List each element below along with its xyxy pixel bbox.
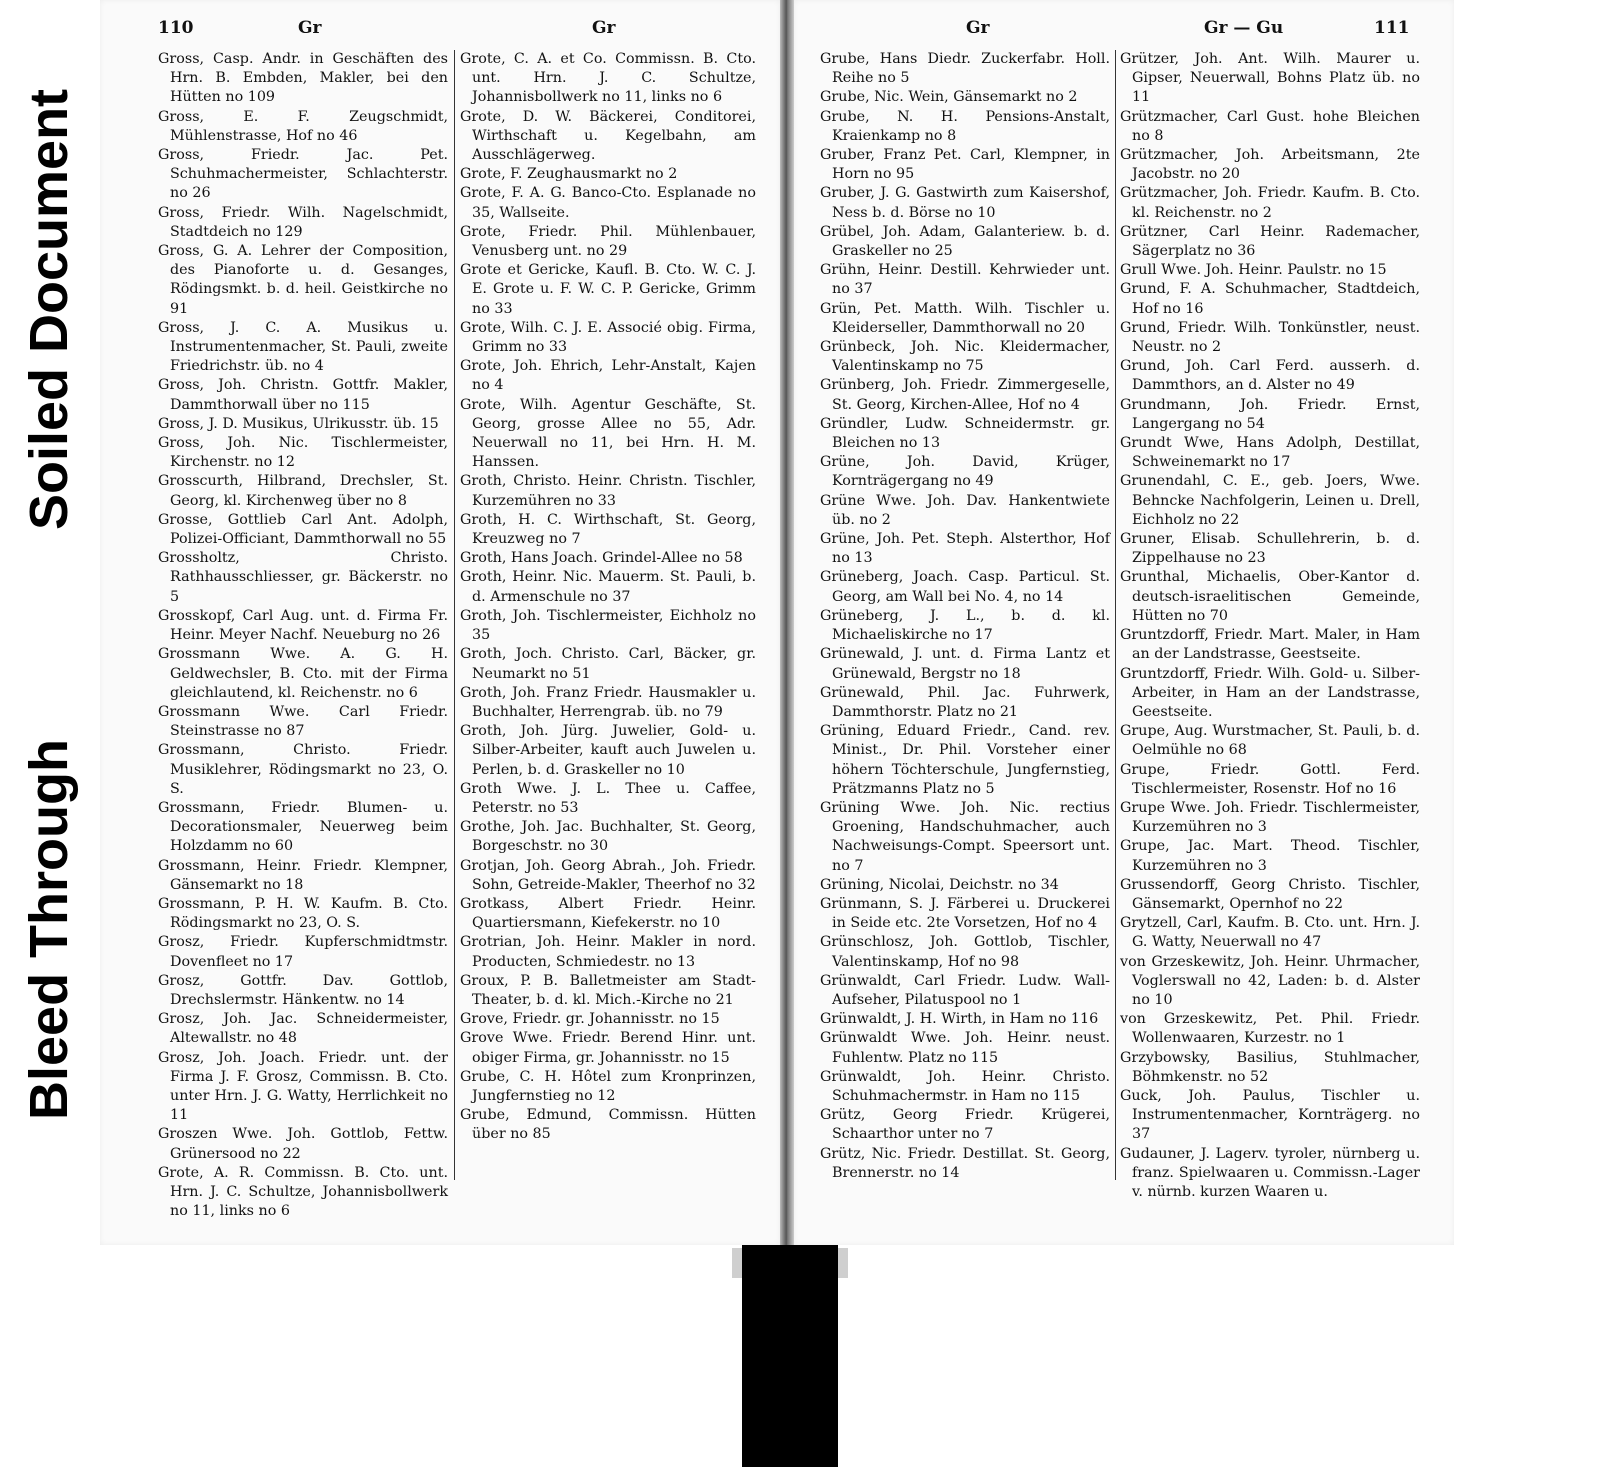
directory-entry: Grove, Friedr. gr. Johannisstr. no 15 — [460, 1011, 720, 1028]
directory-entry: Grossmann Wwe. A. G. H. Geldwechsler, B. Cto. mit der Firma gleichlautend, kl. Reichenstr. no 6 — [158, 646, 448, 701]
directory-entry: Gruntzdorff, Friedr. Wilh. Gold- u. Silber-Arbeiter, in Ham an der Landstrasse, Geestseite. — [1120, 665, 1420, 720]
soiled-document-label: Soiled Document — [19, 88, 79, 530]
directory-entry: Grupe Wwe. Joh. Friedr. Tischlermeister, Kurzemühren no 3 — [1120, 799, 1420, 836]
directory-entry: von Grzeskewitz, Joh. Heinr. Uhrmacher, Voglerswall no 42, Laden: b. d. Alster no 10 — [1120, 953, 1420, 1008]
directory-entry: Grosz, Gottfr. Dav. Gottlob, Drechslermstr. Hänkentw. no 14 — [158, 972, 448, 1008]
directory-entry: Grote, Wilh. Agentur Geschäfte, St. Georg, grosse Allee no 55, Adr. Neuerwall no 11, bei Hrn. H. M. Hanssen. — [460, 396, 756, 471]
directory-entry: Grünwaldt, Joh. Heinr. Christo. Schuhmachermstr. in Ham no 115 — [820, 1068, 1110, 1104]
directory-entry: Groth, Joh. Franz Friedr. Hausmakler u. Buchhalter, Herrengrab. üb. no 79 — [460, 684, 756, 720]
directory-entry: Grünmann, S. J. Färberei u. Druckerei in Seide etc. 2te Vorsetzen, Hof no 4 — [820, 895, 1110, 932]
directory-entry: Grote, C. A. et Co. Commissn. B. Cto. unt. Hrn. J. C. Schultze, Johannisbollwerk no 11, links no 6 — [460, 51, 756, 106]
directory-entry: Grünewald, J. unt. d. Firma Lantz et Grünewald, Bergstr no 18 — [820, 646, 1110, 682]
left-page-number: 110 — [158, 18, 194, 38]
directory-entry: Grütz, Georg Friedr. Krügerei, Schaarthor unter no 7 — [820, 1107, 1110, 1143]
directory-entry: Grossmann, P. H. W. Kaufm. B. Cto. Rödingsmarkt no 23, O. S. — [158, 895, 448, 932]
directory-entry: Gruner, Elisab. Schullehrerin, b. d. Zippelhause no 23 — [1120, 531, 1420, 567]
directory-entry: Groth, Joch. Christo. Carl, Bäcker, gr. Neumarkt no 51 — [460, 646, 756, 682]
directory-entry: Grüning, Eduard Friedr., Cand. rev. Minist., Dr. Phil. Vorsteher einer höhern Töchterschule, Jungfernstieg, Prätzmanns Platz no 5 — [820, 723, 1110, 797]
right-page-head-left: Gr — [966, 18, 990, 38]
directory-entry: Grünwaldt Wwe. Joh. Heinr. neust. Fuhlentw. Platz no 115 — [820, 1030, 1110, 1066]
directory-entry: Grossholtz, Christo. Rathhausschliesser, gr. Bäckerstr. no 5 — [158, 550, 448, 605]
directory-entry: Grund, Joh. Carl Ferd. ausserh. d. Dammthors, an d. Alster no 49 — [1120, 358, 1420, 394]
directory-entry: Grünewald, Phil. Jac. Fuhrwerk, Dammthorstr. Platz no 21 — [820, 684, 1110, 720]
directory-entry: Grün, Pet. Matth. Wilh. Tischler u. Kleiderseller, Dammthorwall no 20 — [820, 300, 1110, 336]
directory-entry: Grove Wwe. Friedr. Berend Hinr. unt. obiger Firma, gr. Johannisstr. no 15 — [460, 1030, 756, 1066]
directory-entry: Gruber, Franz Pet. Carl, Klempner, in Horn no 95 — [820, 147, 1110, 183]
directory-entry: Gründler, Ludw. Schneidermstr. gr. Bleichen no 13 — [820, 415, 1110, 452]
directory-entry: Grotjan, Joh. Georg Abrah., Joh. Friedr. Sohn, Getreide-Makler, Theerhof no 32 — [460, 857, 756, 893]
directory-entry: Grube, Edmund, Commissn. Hütten über no 85 — [460, 1107, 756, 1143]
directory-entry: Grote, A. R. Commissn. B. Cto. unt. Hrn. J. C. Schultze, Johannisbollwerk no 11, links no 6 — [158, 1164, 448, 1220]
directory-entry: Grosz, Friedr. Kupferschmidtmstr. Dovenfleet no 17 — [158, 934, 448, 970]
directory-entry: Grull Wwe. Joh. Heinr. Paulstr. no 15 — [1120, 262, 1387, 279]
column-divider — [1115, 50, 1116, 1180]
directory-entry: Grützner, Carl Heinr. Rademacher, Sägerplatz no 36 — [1120, 223, 1420, 260]
directory-entry: Groth Wwe. J. L. Thee u. Caffee, Peterstr. no 53 — [460, 780, 756, 816]
directory-entry: Guck, Joh. Paulus, Tischler u. Instrumentenmacher, Kornträgerg. no 37 — [1120, 1087, 1420, 1143]
directory-entry: Grühn, Heinr. Destill. Kehrwieder unt. no 37 — [820, 262, 1110, 298]
directory-entry: Grützmacher, Joh. Arbeitsmann, 2te Jacobstr. no 20 — [1120, 147, 1420, 183]
directory-entry: Grote, Friedr. Phil. Mühlenbauer, Venusberg unt. no 29 — [460, 223, 756, 260]
directory-entry: Grützer, Joh. Ant. Wilh. Maurer u. Gipser, Neuerwall, Bohns Platz üb. no 11 — [1120, 51, 1420, 106]
directory-entry: Grundmann, Joh. Friedr. Ernst, Langergang no 54 — [1120, 396, 1420, 432]
directory-entry: Grosz, Joh. Jac. Schneidermeister, Altewallstr. no 48 — [158, 1011, 448, 1047]
directory-entry: Groth, Joh. Jürg. Juwelier, Gold- u. Silber-Arbeiter, kauft auch Juwelen u. Perlen, b. d. Graskeller no 10 — [460, 723, 756, 778]
directory-entry: Grund, Friedr. Wilh. Tonkünstler, neust. Neustr. no 2 — [1120, 319, 1420, 356]
directory-entry: Grüning, Nicolai, Deichstr. no 34 — [820, 876, 1059, 893]
directory-entry: Grupe, Aug. Wurstmacher, St. Pauli, b. d. Oelmühle no 68 — [1120, 723, 1420, 759]
directory-entry: Grütz, Nic. Friedr. Destillat. St. Georg, Brennerstr. no 14 — [820, 1145, 1110, 1181]
directory-entry: Grote, Joh. Ehrich, Lehr-Anstalt, Kajen no 4 — [460, 358, 756, 394]
directory-entry: Gudauner, J. Lagerv. tyroler, nürnberg u. franz. Spielwaaren u. Commissn.-Lager v. nürnb. kurzen Waaren u. — [1120, 1145, 1420, 1200]
directory-entry: Grussendorff, Georg Christo. Tischler, Gänsemarkt, Opernhof no 22 — [1120, 876, 1420, 912]
left-page-head-right: Gr — [592, 18, 616, 38]
directory-entry: Gross, J. C. A. Musikus u. Instrumentenmacher, St. Pauli, zweite Friedrichstr. üb. no 4 — [158, 319, 448, 375]
directory-entry: Groth, Heinr. Nic. Mauerm. St. Pauli, b. d. Armenschule no 37 — [460, 569, 756, 605]
directory-entry: Grote, F. Zeughausmarkt no 2 — [460, 166, 678, 183]
directory-entry: Groszen Wwe. Joh. Gottlob, Fettw. Grünersood no 22 — [158, 1126, 448, 1162]
directory-entry: Grote, D. W. Bäckerei, Conditorei, Wirthschaft u. Kegelbahn, am Ausschlägerweg. — [460, 108, 756, 164]
directory-entry: Grotkass, Albert Friedr. Heinr. Quartiersmann, Kiefekerstr. no 10 — [460, 895, 756, 932]
directory-entry: Grote, Wilh. C. J. E. Associé obig. Firma, Grimm no 33 — [460, 319, 756, 356]
directory-entry: Grüneberg, J. L., b. d. kl. Michaeliskirche no 17 — [820, 607, 1110, 644]
directory-entry: Gross, Joh. Christn. Gottfr. Makler, Dammthorwall über no 115 — [158, 377, 448, 413]
directory-entry: Grützmacher, Joh. Friedr. Kaufm. B. Cto. kl. Reichenstr. no 2 — [1120, 185, 1420, 221]
left-page-column-2 — [460, 50, 756, 1145]
directory-entry: Gruber, J. G. Gastwirth zum Kaisershof, Ness b. d. Börse no 10 — [820, 185, 1110, 221]
directory-entry: Grothe, Joh. Jac. Buchhalter, St. Georg, Borgeschstr. no 30 — [460, 819, 756, 855]
directory-entry: Grossmann, Friedr. Blumen- u. Decorationsmaler, Neuerweg beim Holzdamm no 60 — [158, 799, 448, 855]
directory-entry: Grzybowsky, Basilius, Stuhlmacher, Böhmkenstr. no 52 — [1120, 1049, 1420, 1085]
directory-entry: Grünschlosz, Joh. Gottlob, Tischler, Valentinskamp, Hof no 98 — [820, 934, 1110, 970]
directory-entry: Groth, Hans Joach. Grindel-Allee no 58 — [460, 550, 743, 567]
black-page-tab — [742, 1245, 838, 1467]
directory-entry: Grützmacher, Carl Gust. hohe Bleichen no 8 — [1120, 108, 1420, 144]
directory-entry: Grüneberg, Joach. Casp. Particul. St. Georg, am Wall bei No. 4, no 14 — [820, 569, 1110, 605]
directory-entry: Grünberg, Joh. Friedr. Zimmergeselle, St. Georg, Kirchen-Allee, Hof no 4 — [820, 377, 1110, 413]
right-page-number: 111 — [1374, 18, 1410, 38]
directory-entry: Grüne Wwe. Joh. Dav. Hankentwiete üb. no 2 — [820, 492, 1110, 528]
right-page-column-2 — [1120, 50, 1420, 1202]
directory-entry: Grüne, Joh. David, Krüger, Kornträgergang no 49 — [820, 454, 1110, 490]
directory-entry: Grundt Wwe, Hans Adolph, Destillat, Schweinemarkt no 17 — [1120, 435, 1420, 471]
directory-entry: Grosz, Joh. Joach. Friedr. unt. der Firma J. F. Grosz, Commissn. B. Cto. unter Hrn. J. G. Watty, Herrlichkeit no 11 — [158, 1049, 448, 1124]
directory-entry: Grupe, Jac. Mart. Theod. Tischler, Kurzemühren no 3 — [1120, 838, 1420, 874]
directory-entry: Grube, Hans Diedr. Zuckerfabr. Holl. Reihe no 5 — [820, 51, 1110, 87]
directory-entry: Grosse, Gottlieb Carl Ant. Adolph, Polizei-Officiant, Dammthorwall no 55 — [158, 511, 448, 548]
directory-entry: Gross, G. A. Lehrer der Composition, des Pianoforte u. d. Gesanges, Rödingsmkt. b. d. heil. Geistkirche no 91 — [158, 243, 448, 317]
directory-entry: Gruntzdorff, Friedr. Mart. Maler, in Ham an der Landstrasse, Geestseite. — [1120, 627, 1420, 663]
left-page-head-left: Gr — [298, 18, 322, 38]
directory-entry: Grüning Wwe. Joh. Nic. rectius Groening, Handschuhmacher, auch Nachweisungs-Compt. Speersort unt. no 7 — [820, 799, 1110, 874]
right-page-head-right: Gr — Gu — [1204, 18, 1284, 38]
directory-entry: Grunendahl, C. E., geb. Joers, Wwe. Behncke Nachfolgerin, Leinen u. Drell, Eichholz no 22 — [1120, 473, 1420, 528]
directory-entry: Groth, Joh. Tischlermeister, Eichholz no 35 — [460, 607, 756, 644]
right-page — [794, 0, 1454, 1245]
side-label-strip — [0, 0, 92, 1467]
directory-entry: Gross, Casp. Andr. in Geschäften des Hrn. B. Embden, Makler, bei den Hütten no 109 — [158, 51, 448, 106]
directory-entry: Gross, Joh. Nic. Tischlermeister, Kirchenstr. no 12 — [158, 435, 448, 471]
directory-entry: Grund, F. A. Schuhmacher, Stadtdeich, Hof no 16 — [1120, 281, 1420, 317]
directory-entry: Grübel, Joh. Adam, Galanteriew. b. d. Graskeller no 25 — [820, 223, 1110, 260]
directory-entry: Grotrian, Joh. Heinr. Makler in nord. Producten, Schmiedestr. no 13 — [460, 934, 756, 970]
directory-entry: Grote, F. A. G. Banco-Cto. Esplanade no 35, Wallseite. — [460, 185, 756, 221]
directory-entry: Grosscurth, Hilbrand, Drechsler, St. Georg, kl. Kirchenweg über no 8 — [158, 473, 448, 509]
book-spread — [92, 0, 1600, 1467]
directory-entry: Grossmann Wwe. Carl Friedr. Steinstrasse no 87 — [158, 703, 448, 740]
left-page — [100, 0, 780, 1245]
directory-entry: Grunthal, Michaelis, Ober-Kantor d. deutsch-israelitischen Gemeinde, Hütten no 70 — [1120, 569, 1420, 624]
directory-entry: Grytzell, Carl, Kaufm. B. Cto. unt. Hrn. J. G. Watty, Neuerwall no 47 — [1120, 915, 1420, 951]
column-divider — [454, 50, 455, 1180]
directory-entry: Grossmann, Heinr. Friedr. Klempner, Gänsemarkt no 18 — [158, 857, 448, 893]
directory-entry: Grosskopf, Carl Aug. unt. d. Firma Fr. Heinr. Meyer Nachf. Neueburg no 26 — [158, 607, 448, 644]
bleed-through-label: Bleed Through — [19, 739, 79, 1120]
directory-entry: Gross, J. D. Musikus, Ulrikusstr. üb. 15 — [158, 415, 439, 432]
directory-entry: Grünwaldt, J. H. Wirth, in Ham no 116 — [820, 1011, 1099, 1028]
directory-entry: Gross, Friedr. Jac. Pet. Schuhmachermeister, Schlachterstr. no 26 — [158, 147, 448, 202]
left-page-column-1 — [158, 50, 448, 1221]
directory-entry: Gross, E. F. Zeugschmidt, Mühlenstrasse, Hof no 46 — [158, 108, 448, 144]
directory-entry: Grube, N. H. Pensions-Anstalt, Kraienkamp no 8 — [820, 108, 1110, 144]
directory-entry: Grünbeck, Joh. Nic. Kleidermacher, Valentinskamp no 75 — [820, 339, 1110, 375]
book-gutter — [780, 0, 794, 1245]
directory-entry: Groux, P. B. Balletmeister am Stadt-Theater, b. d. kl. Mich.-Kirche no 21 — [460, 972, 756, 1008]
directory-entry: Grossmann, Christo. Friedr. Musiklehrer, Rödingsmarkt no 23, O. S. — [158, 742, 448, 797]
directory-entry: Grupe, Friedr. Gottl. Ferd. Tischlermeister, Rosenstr. Hof no 16 — [1120, 761, 1420, 797]
directory-entry: von Grzeskewitz, Pet. Phil. Friedr. Wollenwaaren, Kurzestr. no 1 — [1120, 1011, 1420, 1047]
directory-entry: Grüne, Joh. Pet. Steph. Alsterthor, Hof no 13 — [820, 531, 1110, 567]
directory-entry: Gross, Friedr. Wilh. Nagelschmidt, Stadtdeich no 129 — [158, 204, 448, 240]
right-page-column-1 — [820, 50, 1110, 1183]
directory-entry: Groth, H. C. Wirthschaft, St. Georg, Kreuzweg no 7 — [460, 511, 756, 548]
directory-entry: Grube, C. H. Hôtel zum Kronprinzen, Jungfernstieg no 12 — [460, 1068, 756, 1104]
directory-entry: Groth, Christo. Heinr. Christn. Tischler, Kurzemühren no 33 — [460, 473, 756, 509]
directory-entry: Grünwaldt, Carl Friedr. Ludw. Wall-Aufseher, Pilatuspool no 1 — [820, 972, 1110, 1008]
directory-entry: Grube, Nic. Wein, Gänsemarkt no 2 — [820, 89, 1078, 106]
directory-entry: Grote et Gericke, Kaufl. B. Cto. W. C. J. E. Grote u. F. W. C. P. Gericke, Grimm no 33 — [460, 262, 756, 317]
